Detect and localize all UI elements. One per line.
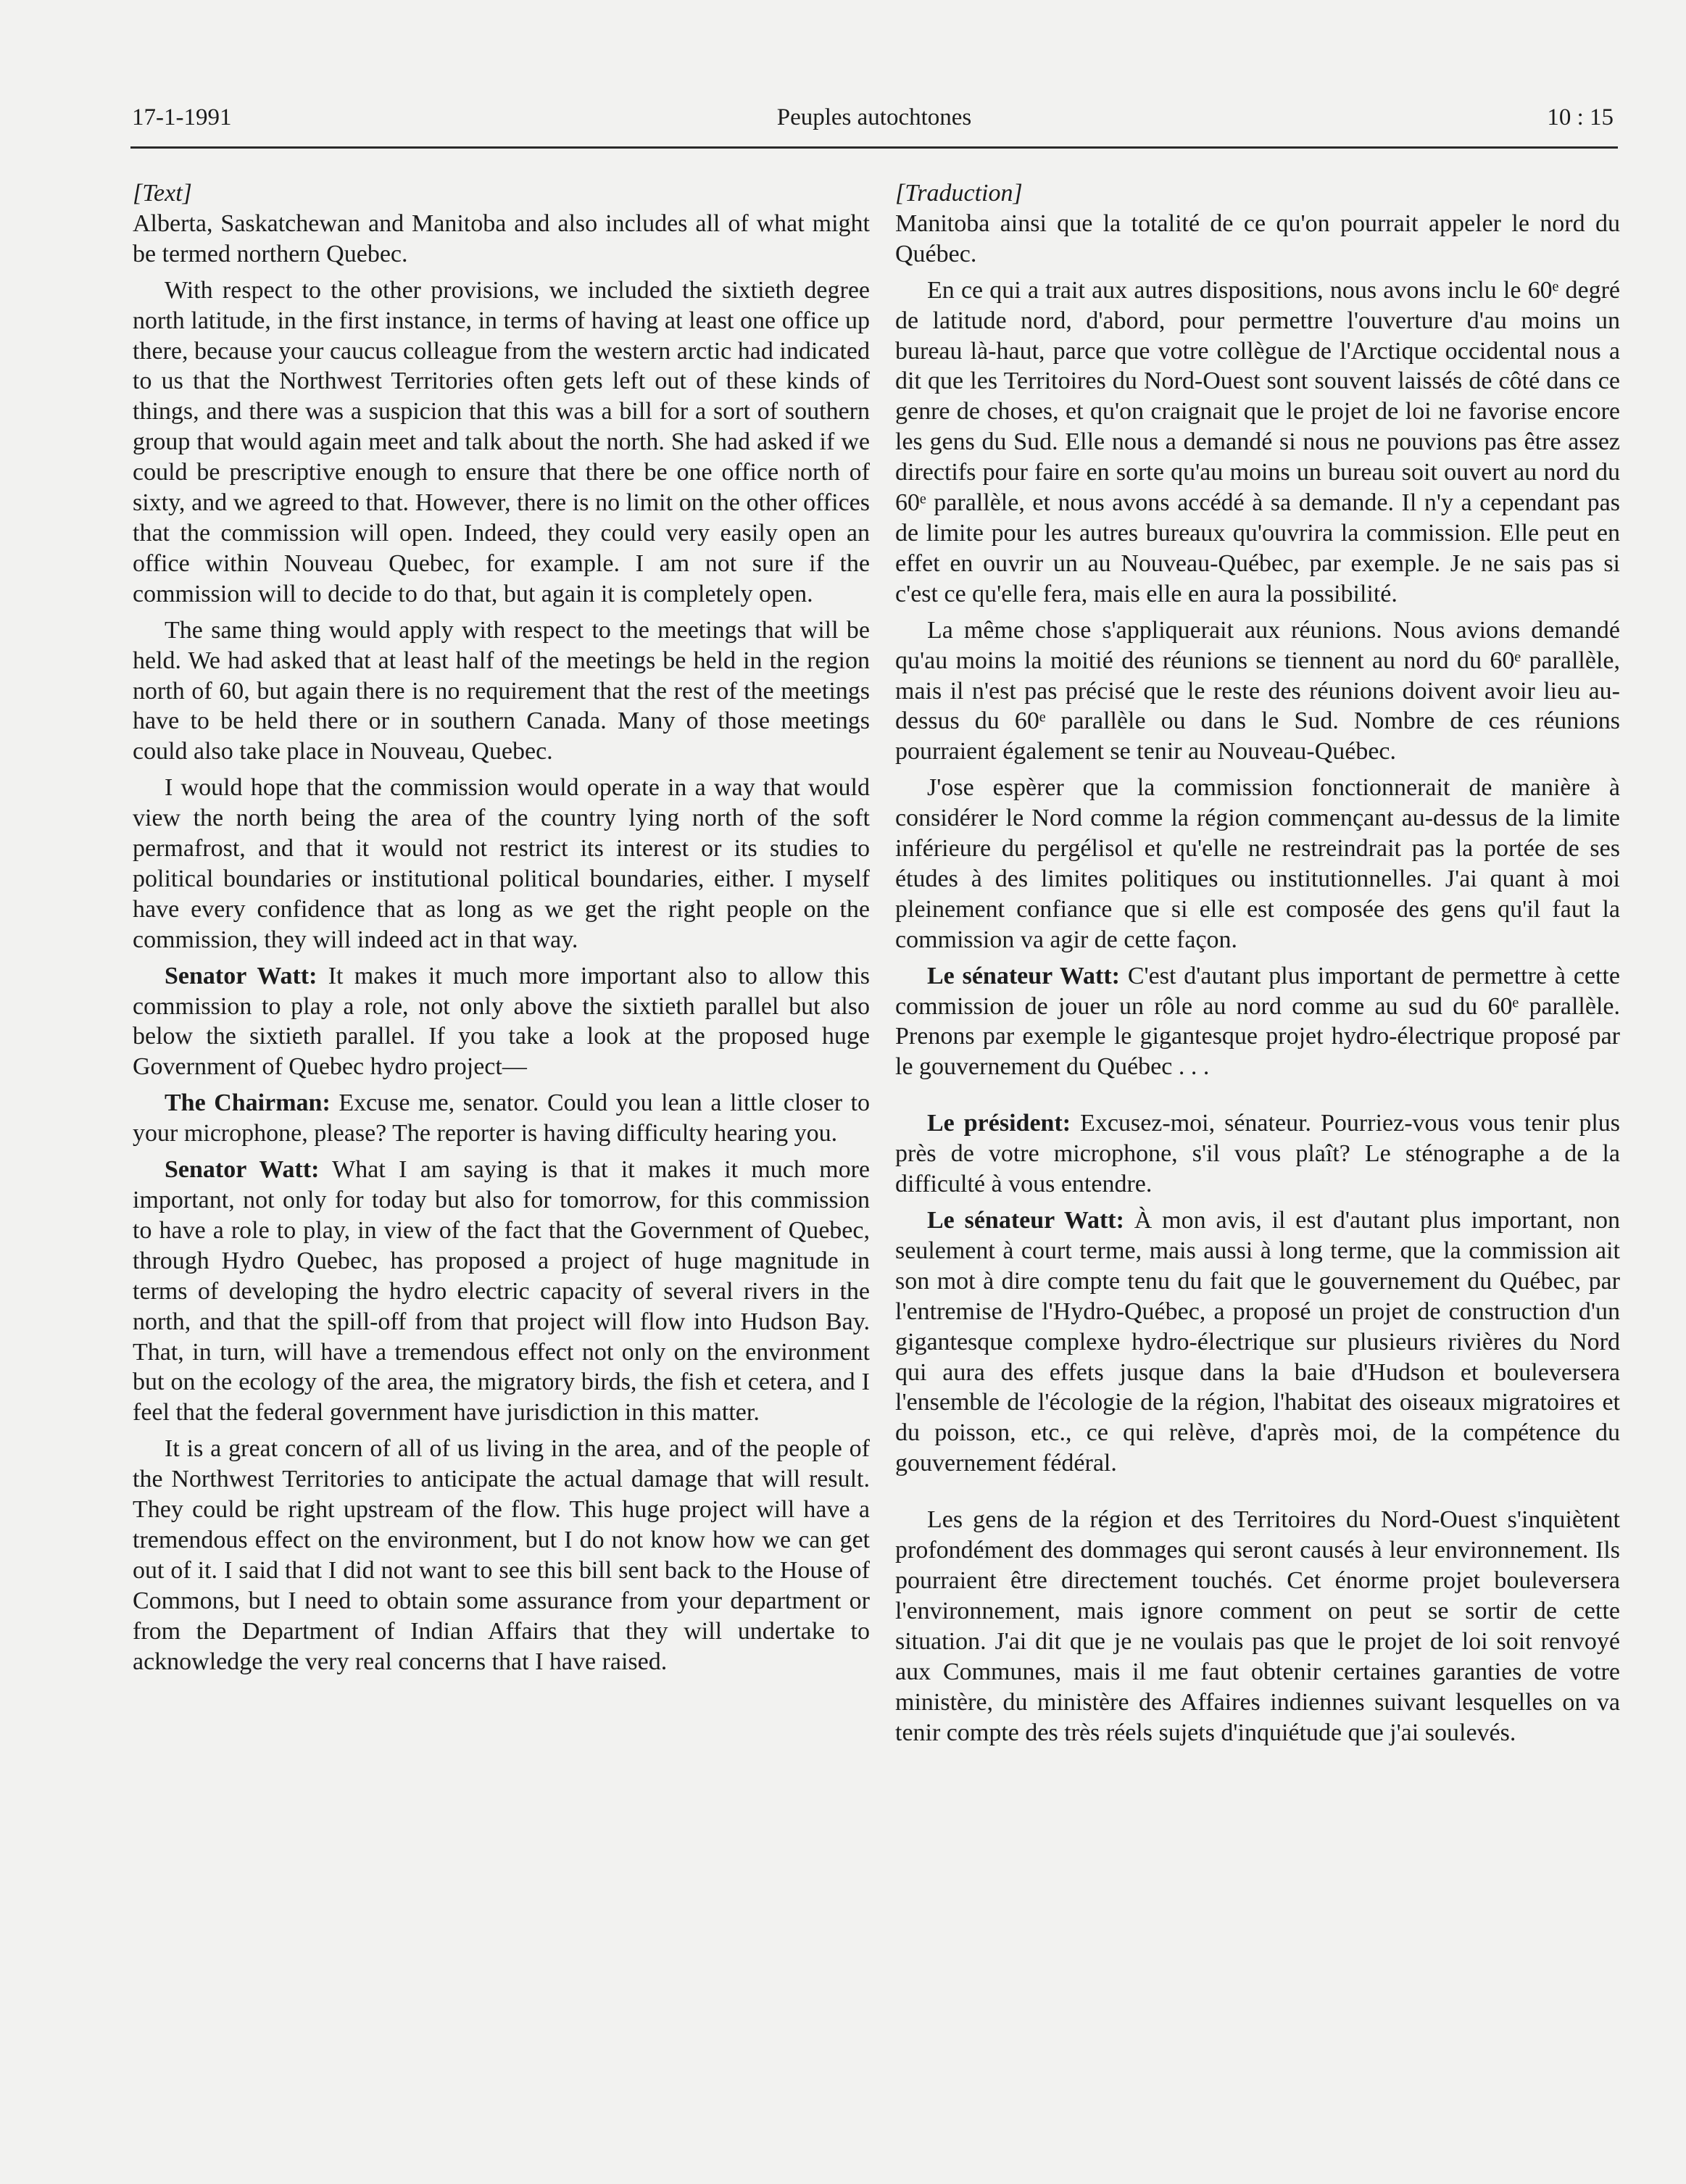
- paragraph: It is a great concern of all of us living in the area, and of the people of the Northwest Territories to anticipate the actual damage that will result. They could be right upstream of the flow. This huge project will have a tremendous effect on the environment, but I do not know how we can get out of it. I said that I did not want to see this bill sent back to the House of Commons, but I need to obtain some assurance from your department or from the Department of Indian Affairs that they will undertake to acknowledge the very real concerns that I have raised.: [133, 1435, 870, 1675]
- paragraph: With respect to the other provisions, we included the sixtieth degree north latitude, in the first instance, in terms of having at least one office up there, because your caucus colleague from the western arctic had indicated to us that the Northwest Territories often gets left out of these kinds of things, and there was a suspicion that this was a bill for a sort of southern group that would again meet and talk about the north. She had asked if we could be prescriptive enough to ensure that there be one office north of sixty, and we agreed to that. However, there is no limit on the other offices that the commission will open. Indeed, they could very easily open an office within Nouveau Quebec, for example. I am not sure if the commission will to decide to do that, but again it is completely open.: [133, 276, 870, 607]
- header-title: Peuples autochtones: [776, 104, 972, 130]
- speech-paragraph: [133, 961, 870, 1083]
- paragraph: The same thing would apply with respect to the meetings that will be held. We had asked that at least half of the meetings be held in the region north of 60, but again there is no requirement that the rest of the meetings have to be held there or in southern Canada. Many of those meetings could also take place in Nouveau, Quebec.: [133, 616, 870, 765]
- header-date: 17-1-1991: [132, 104, 232, 130]
- speech-text: What I am saying is that it makes it much more important, not only for today but also for tomorrow, for this commission to have a role to play, in view of the fact that the Government of Quebec, through Hydro Quebec, has proposed a project of huge magnitude in terms of developing the hydro electric capacity of several rivers in the north, and that the spill-off from that project will flow into Hudson Bay. That, in turn, will have a tremendous effect not only on the environment but on the ecology of the area, the migratory birds, the fish et cetera, and I feel that the federal government have jurisdiction in this matter.: [133, 1156, 871, 1427]
- speech-paragraph: [895, 961, 1620, 1083]
- speech-text: Excusez-moi, sénateur. Pourriez-vous vous tenir plus près de votre microphone, s'il vous plaît? Le sténographe a de la difficulté à vous entendre.: [895, 1110, 1620, 1198]
- speech-text: Excuse me, senator. Could you lean a little closer to your microphone, please? The reporter is having difficulty hearing you.: [133, 1089, 870, 1147]
- paragraph: En ce qui a trait aux autres dispositions, nous avons inclu le 60ᵉ degré de latitude nord, d'abord, pour permettre l'ouverture d'au moins un bureau là-haut, parce que votre collègue de l'Arctique occidental nous a dit que les Territoires du Nord-Ouest sont souvent laissés de côté dans ce genre de choses, et qu'on craignait que le projet de loi ne favorise encore les gens du Sud. Elle nous a demandé si nous ne pouvions pas être assez directifs pour faire en sorte qu'au moins un bureau soit ouvert au nord du 60ᵉ parallèle, et nous avons accédé à sa demande. Il n'y a cependant pas de limite pour les autres bureaux qu'ouvrira la commission. Elle peut en effet en ouvrir un au Nouveau-Québec, par exemple. Je ne sais pas si c'est ce qu'elle fera, mais elle en aura la possibilité.: [895, 276, 1620, 607]
- speaker-name: Senator Watt:: [165, 1156, 320, 1184]
- speaker-name: The Chairman:: [165, 1089, 331, 1117]
- speech-text: C'est d'autant plus important de permettre à cette commission de jouer un rôle au nord comme au sud du 60ᵉ parallèle. Prenons par exemple le gigantesque projet hydro-électrique proposé par le gouvernement du Québec . . .: [895, 962, 1620, 1081]
- paragraph: Manitoba ainsi que la totalité de ce qu'on pourrait appeler le nord du Québec.: [895, 209, 1620, 267]
- speech-paragraph: [133, 1155, 870, 1428]
- translation-tag: [Traduction]: [895, 180, 1023, 207]
- speech-text: À mon avis, il est d'autant plus important, non seulement à court terme, mais aussi à long terme, que la commission ait son mot à dire compte tenu du fait que le gouvernement du Québec, par l'entremise de l'Hydro-Québec, a proposé un projet de construction d'un gigantesque complexe hydro-électrique sur plusieurs rivières du Nord qui aura des effets jusque dans la baie d'Hudson et bouleversera l'ensemble de l'écologie de la région, l'habitat des oiseaux migratoires et du poisson, etc., ce qui relève, d'après moi, de la compétence du gouvernement fédéral.: [895, 1207, 1620, 1477]
- paragraph: Les gens de la région et des Territoires du Nord-Ouest s'inquiètent profondément des dommages qui seront causés à leur environnement. Ils pourraient être directement touchés. Cet énorme projet bouleversera l'environnement, mais ignore comment on peut se sortir de cette situation. J'ai dit que je ne voulais pas que le projet de loi soit renvoyé aux Communes, mais il me faut obtenir certaines garanties de votre ministère, du ministère des Affaires indiennes suivant lesquelles on va tenir compte des très réels sujets d'inquiétude que j'ai soulevés.: [895, 1506, 1620, 1746]
- speaker-name: Le sénateur Watt:: [927, 962, 1120, 989]
- paragraph: La même chose s'appliquerait aux réunions. Nous avions demandé qu'au moins la moitié des réunions se tiennent au nord du 60ᵉ parallèle, mais il n'est pas précisé que le reste des réunions doivent avoir lieu au-dessus du 60ᵉ parallèle ou dans le Sud. Nombre de ces réunions pourraient également se tenir au Nouveau-Québec.: [895, 616, 1620, 765]
- speech-paragraph: [895, 1205, 1620, 1479]
- speaker-name: Le sénateur Watt:: [927, 1207, 1124, 1234]
- french-column: [895, 178, 1620, 1748]
- header-page-number: 10 : 15: [1547, 104, 1614, 130]
- text-tag: [Text]: [133, 180, 192, 207]
- speaker-name: Le président:: [927, 1110, 1071, 1137]
- paragraph: Alberta, Saskatchewan and Manitoba and also includes all of what might be termed northern Quebec.: [133, 209, 870, 267]
- speaker-name: Senator Watt:: [165, 962, 317, 989]
- paragraph: J'ose espèrer que la commission fonctionnerait de manière à considérer le Nord comme la région commençant au-dessus de la limite inférieure du pergélisol et qu'elle ne restreindrait pas la portée de ses études à des limites politiques ou institutionnelles. J'ai quant à moi pleinement confiance que si elle est composée des gens qu'il faut la commission va agir de cette façon.: [895, 774, 1620, 953]
- page-header: [130, 101, 1618, 149]
- speech-paragraph: [133, 1088, 870, 1149]
- speech-text: It makes it much more important also to allow this commission to play a role, not only above the sixtieth parallel but also below the sixtieth parallel. If you take a look at the proposed huge Government of Quebec hydro project—: [133, 962, 871, 1081]
- speech-paragraph: [895, 1108, 1620, 1200]
- paragraph: I would hope that the commission would operate in a way that would view the north being the area of the country lying north of the soft permafrost, and that it would not restrict its interest or its studies to political boundaries or institutional political boundaries, either. I myself have every confidence that as long as we get the right people on the commission, they will indeed act in that way.: [133, 774, 870, 953]
- english-column: [133, 178, 870, 1677]
